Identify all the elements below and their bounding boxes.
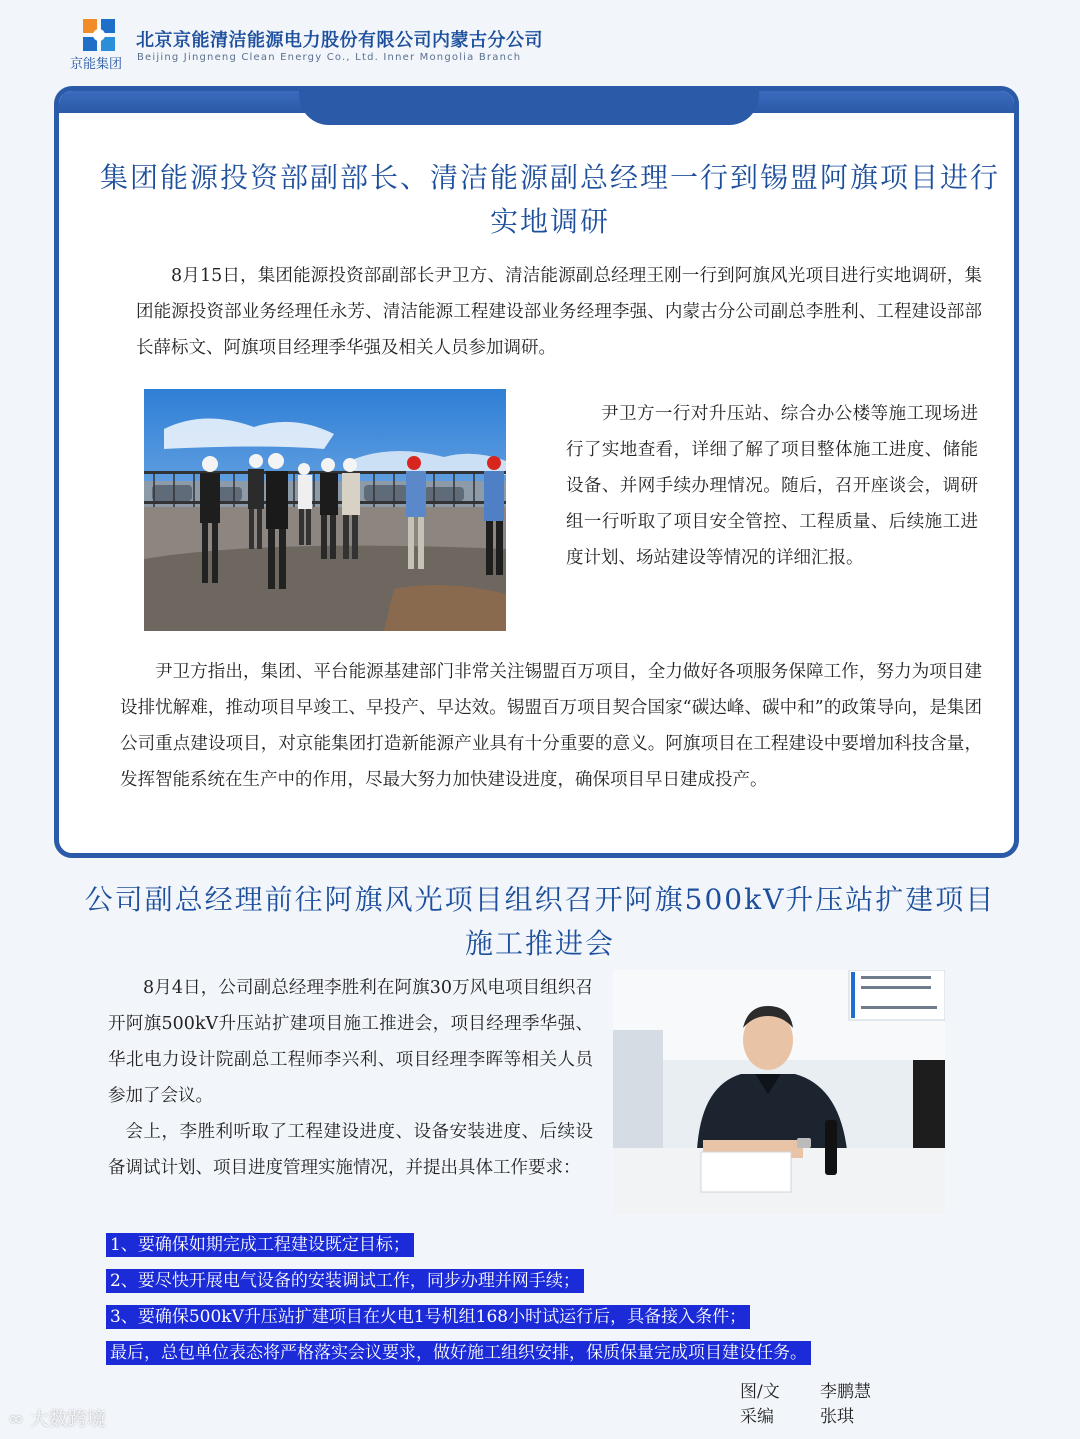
requirement-item: 1、要确保如期完成工程建设既定目标； bbox=[106, 1233, 414, 1257]
credits bbox=[740, 1380, 871, 1430]
credit-label: 采编 bbox=[740, 1407, 774, 1427]
credit-name: 李鹏慧 bbox=[820, 1382, 871, 1402]
article1-paragraph-2: 尹卫方一行对升压站、综合办公楼等施工现场进行了实地查看，详细了解了项目整体施工进度、储能设备、并网手续办理情况。随后，召开座谈会，调研组一行听取了项目安全管控、工程质量、后续施工进度计划、场站建设等情况的详细汇报。 bbox=[566, 404, 978, 568]
watermark bbox=[8, 1404, 106, 1431]
article2-paragraph-2: 会上，李胜利听取了工程建设进度、设备安装进度、后续设备调试计划、项目进度管理实施情况，并提出具体工作要求： bbox=[108, 1122, 593, 1178]
meeting-photo bbox=[613, 970, 945, 1214]
requirement-item: 2、要尽快开展电气设备的安装调试工作，同步办理并网手续； bbox=[106, 1269, 584, 1293]
credit-name: 张琪 bbox=[820, 1407, 854, 1427]
credit-label: 图/文 bbox=[740, 1382, 780, 1402]
company-logo-icon bbox=[82, 18, 116, 52]
site-visit-photo bbox=[144, 389, 506, 631]
article1-title: 集团能源投资部副部长、清洁能源副总经理一行到锡盟阿旗项目进行实地调研 bbox=[100, 161, 1001, 238]
watermark-text: 大数跨境 bbox=[29, 1408, 106, 1430]
article2-paragraph-1: 8月4日，公司副总经理李胜利在阿旗30万风电项目组织召开阿旗500kV升压站扩建项目施工推进会，项目经理季华强、华北电力设计院副总工程师李兴利、项目经理李晖等相关人员参加了会议。 bbox=[108, 978, 593, 1106]
article1-paragraph-3: 尹卫方指出，集团、平台能源基建部门非常关注锡盟百万项目，全力做好各项服务保障工作，努力为项目建设排忧解难，推动项目早竣工、早投产、早达效。锡盟百万项目契合国家“碳达峰、碳中和”的政策导向，是集团公司重点建设项目，对京能集团打造新能源产业具有十分重要的意义。阿旗项目在工程建设中要增加科技含量，发挥智能系统在生产中的作用，尽最大努力加快建设进度，确保项目早日建成投产。 bbox=[120, 662, 982, 790]
watermark-icon: ∞ bbox=[8, 1408, 24, 1430]
frame-top-tab bbox=[299, 91, 759, 125]
article1-paragraph-1: 8月15日，集团能源投资部副部长尹卫方、清洁能源副总经理王刚一行到阿旗风光项目进行实地调研，集团能源投资部业务经理任永芳、清洁能源工程建设部业务经理李强、内蒙古分公司副总李胜利、工程建设部部长薛标文、阿旗项目经理季华强及相关人员参加调研。 bbox=[136, 266, 982, 358]
page-header bbox=[0, 0, 1080, 80]
logo-label: 京能集团 bbox=[70, 57, 123, 72]
requirement-item: 3、要确保500kV升压站扩建项目在火电1号机组168小时试运行后，具备接入条件； bbox=[106, 1305, 750, 1329]
company-name-en: Beijing Jingneng Clean Energy Co., Ltd. Inner Mongolia Branch bbox=[137, 52, 522, 63]
requirements-list bbox=[106, 1233, 986, 1377]
article2-title: 公司副总经理前往阿旗风光项目组织召开阿旗500kV升压站扩建项目施工推进会 bbox=[84, 883, 996, 960]
requirement-item: 最后，总包单位表态将严格落实会议要求，做好施工组织安排，保质保量完成项目建设任务。 bbox=[106, 1341, 811, 1365]
company-name-cn: 北京京能清洁能源电力股份有限公司内蒙古分公司 bbox=[136, 30, 543, 51]
